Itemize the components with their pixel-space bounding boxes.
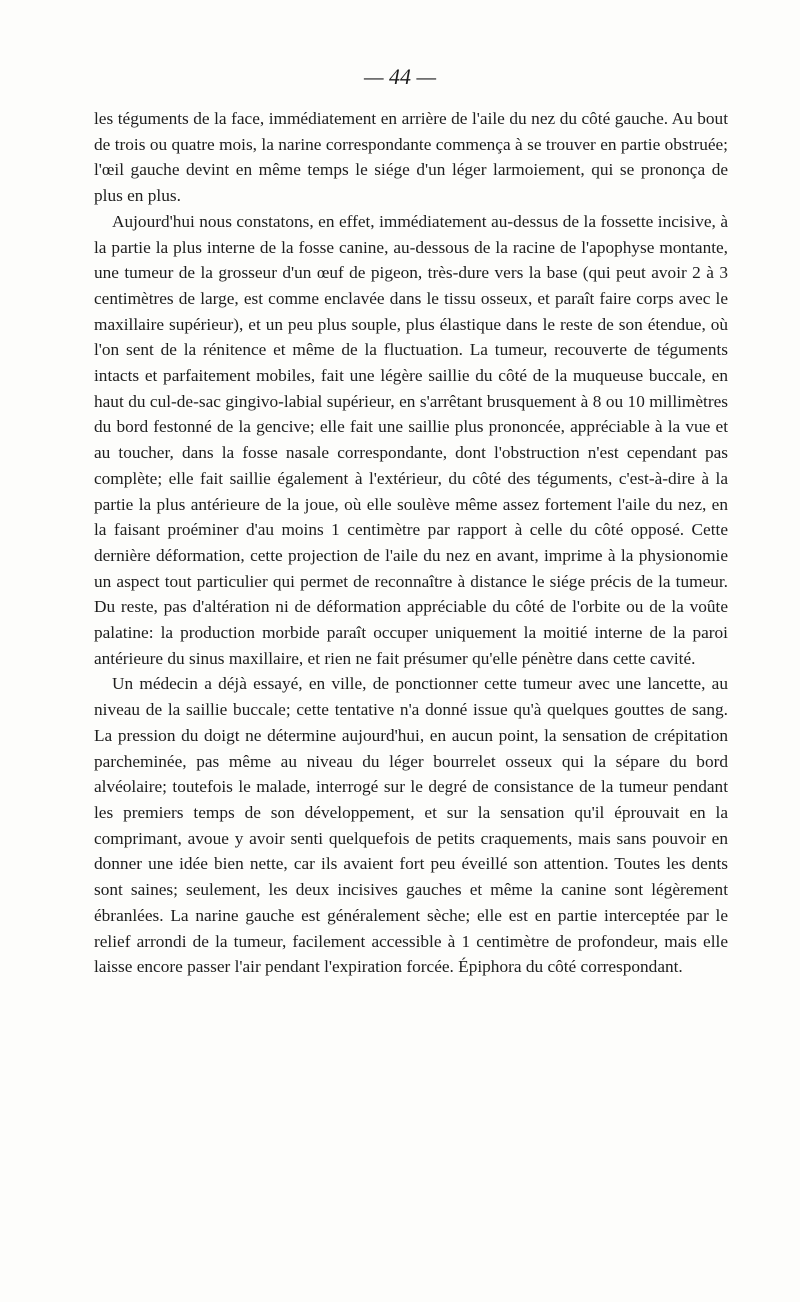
page-number: — 44 — [363,64,437,89]
paragraph-3: Un médecin a déjà essayé, en ville, de ponctionner cette tumeur avec une lancette, au niveau de la saillie buccale; cette tentative n'a donné issue qu'à quelques gouttes de sang. La pression du doigt ne détermine aujourd'hui, en aucun point, la sensation de crépitation parcheminée, pas même au niveau du léger bourrelet osseux qui la sépare du bord alvéolaire; toutefois le malade, interrogé sur le degré de consistance de la tumeur pendant les premiers temps de son développement, et sur la sensation qu'il éprouvait en la comprimant, avoue y avoir senti quelquefois de petits craquements, mais sans pouvoir en donner une idée bien nette, car ils avaient fort peu éveillé son attention. Toutes les dents sont saines; seulement, les deux incisives gauches et même la canine sont légèrement ébranlées. La narine gauche est généralement sèche; elle est en partie interceptée par le relief arrondi de la tumeur, facilement accessible à 1 centimètre de profondeur, mais elle laisse encore passer l'air pendant l'expiration forcée. Épiphora du côté correspondant. [94,674,728,977]
body-text [94,106,728,980]
paragraph-2: Aujourd'hui nous constatons, en effet, immédiatement au-dessus de la fossette incisive, à la partie la plus interne de la fosse canine, au-dessous de la racine de l'apophyse montante, une tumeur de la grosseur d'un œuf de pigeon, très-dure vers la base (qui peut avoir 2 à 3 centimètres de large, est comme enclavée dans le tissu osseux, et paraît faire corps avec le maxillaire supérieur), et un peu plus souple, plus élastique dans le reste de son étendue, où l'on sent de la rénitence et même de la fluctuation. La tumeur, recouverte de téguments intacts et parfaitement mobiles, fait une légère saillie du côté de la muqueuse buccale, en haut du cul-de-sac gingivo-labial supérieur, en s'arrêtant brusquement à 8 ou 10 millimètres du bord festonné de la gencive; elle fait une saillie plus prononcée, appréciable à la vue et au toucher, dans la fosse nasale correspondante, dont l'obstruction n'est cependant pas complète; elle fait saillie également à l'extérieur, du côté des téguments, c'est-à-dire à la partie la plus antérieure de la joue, où elle soulève même assez fortement l'aile du nez, en la faisant proéminer d'au moins 1 centimètre par rapport à celle du côté opposé. Cette dernière déformation, cette projection de l'aile du nez en avant, imprime à la physionomie un aspect tout particulier qui permet de reconnaître à distance le siége précis de la tumeur. Du reste, pas d'altération ni de déformation appréciable du côté de l'orbite ou de la voûte palatine: la production morbide paraît occuper uniquement la moitié interne de la paroi antérieure du sinus maxillaire, et rien ne fait présumer qu'elle pénètre dans cette cavité. [94,211,728,668]
paragraph-1: les téguments de la face, immédiatement en arrière de l'aile du nez du côté gauche. Au bout de trois ou quatre mois, la narine correspondante commença à se trouver en partie obstruée; l'œil gauche devint en même temps le siége d'un léger larmoiement, qui se prononça de plus en plus. [94,109,728,206]
